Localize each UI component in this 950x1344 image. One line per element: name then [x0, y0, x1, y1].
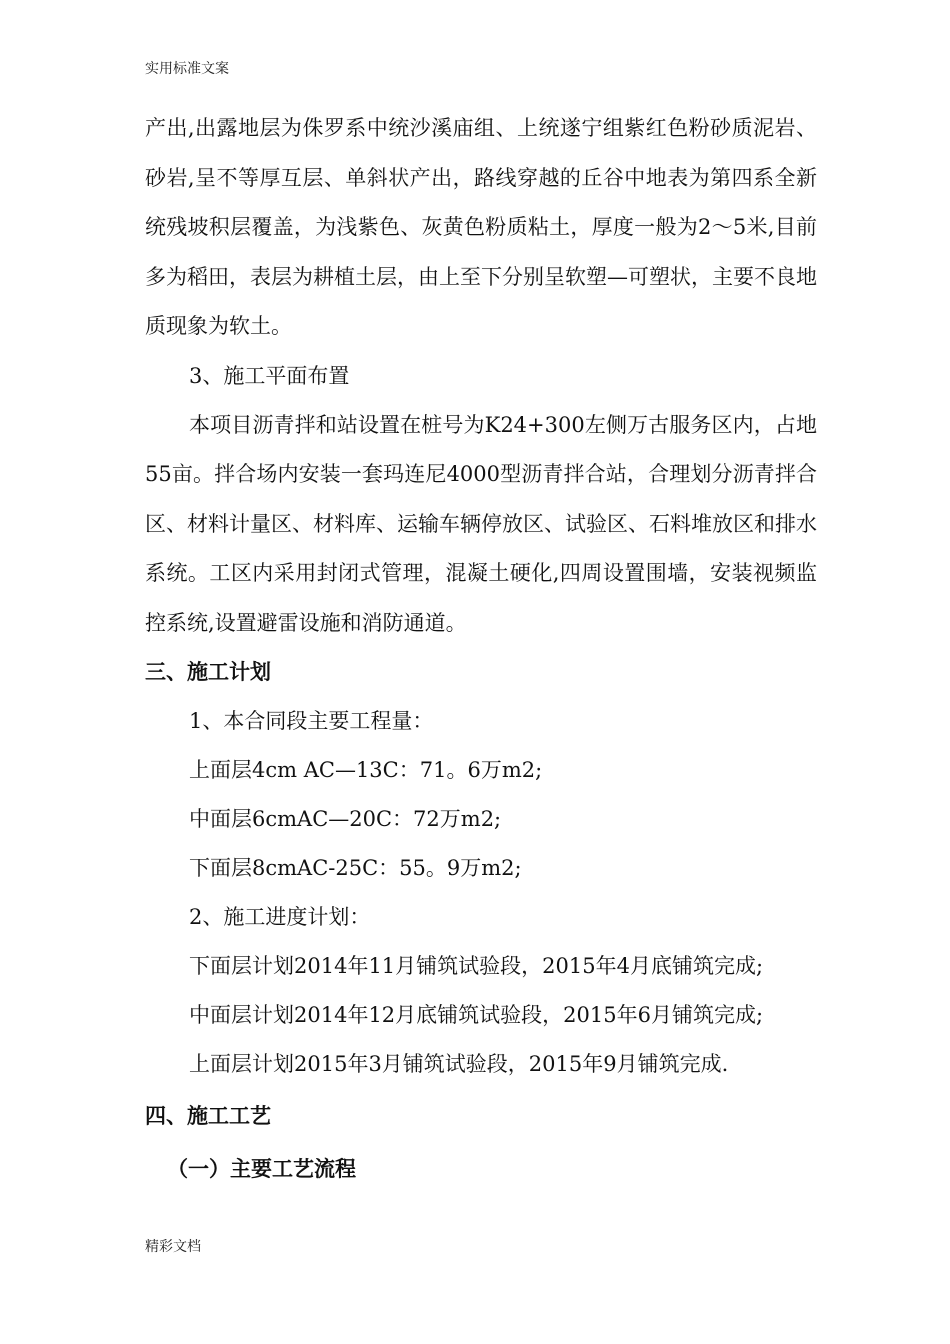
quantity-item: 中面层6cmAC—20C：72万m2; [189, 807, 502, 831]
section-4-title: 四、施工工艺 [145, 1104, 271, 1128]
schedule-item: 下面层计划2014年11月铺筑试验段，2015年4月底铺筑完成; [189, 954, 764, 978]
page-body [145, 104, 817, 1194]
layout-heading: 3、施工平面布置 [189, 363, 350, 388]
page-footer: 精彩文档 [145, 1239, 201, 1255]
quantities-heading: 1、本合同段主要工程量： [189, 709, 434, 733]
schedule-heading: 2、施工进度计划： [189, 905, 371, 929]
quantity-item: 下面层8cmAC-25C：55。9万m2; [189, 856, 522, 880]
quantity-item: 上面层4cm AC—13C：71。6万m2; [189, 758, 543, 782]
schedule-item: 中面层计划2014年12月底铺筑试验段，2015年6月铺筑完成; [189, 1003, 764, 1027]
schedule-item: 上面层计划2015年3月铺筑试验段，2015年9月铺筑完成. [189, 1052, 729, 1076]
geology-paragraph: 产出,出露地层为侏罗系中统沙溪庙组、上统遂宁组紫红色粉砂质泥岩、砂岩,呈不等厚互层、单斜状产出，路线穿越的丘谷中地表为第四系全新统残坡积层覆盖，为浅紫色、灰黄色粉质粘土，厚度一般为2～5米,目前多为稻田，表层为耕植土层，由上至下分别呈软塑—可塑状，主要不良地质现象为软土。 [145, 116, 817, 338]
layout-paragraph: 本项目沥青拌和站设置在桩号为K24+300左侧万古服务区内，占地55亩。拌合场内安装一套玛连尼4000型沥青拌合站，合理划分沥青拌合区、材料计量区、材料库、运输车辆停放区、试验区、石料堆放区和排水系统。工区内采用封闭式管理，混凝土硬化,四周设置围墙，安装视频监控系统,设置避雷设施和消防通道。 [145, 412, 817, 635]
section-3-title: 三、施工计划 [145, 660, 271, 684]
page-header: 实用标准文案 [145, 61, 229, 77]
section-4-subtitle: （一）主要工艺流程 [167, 1157, 356, 1181]
